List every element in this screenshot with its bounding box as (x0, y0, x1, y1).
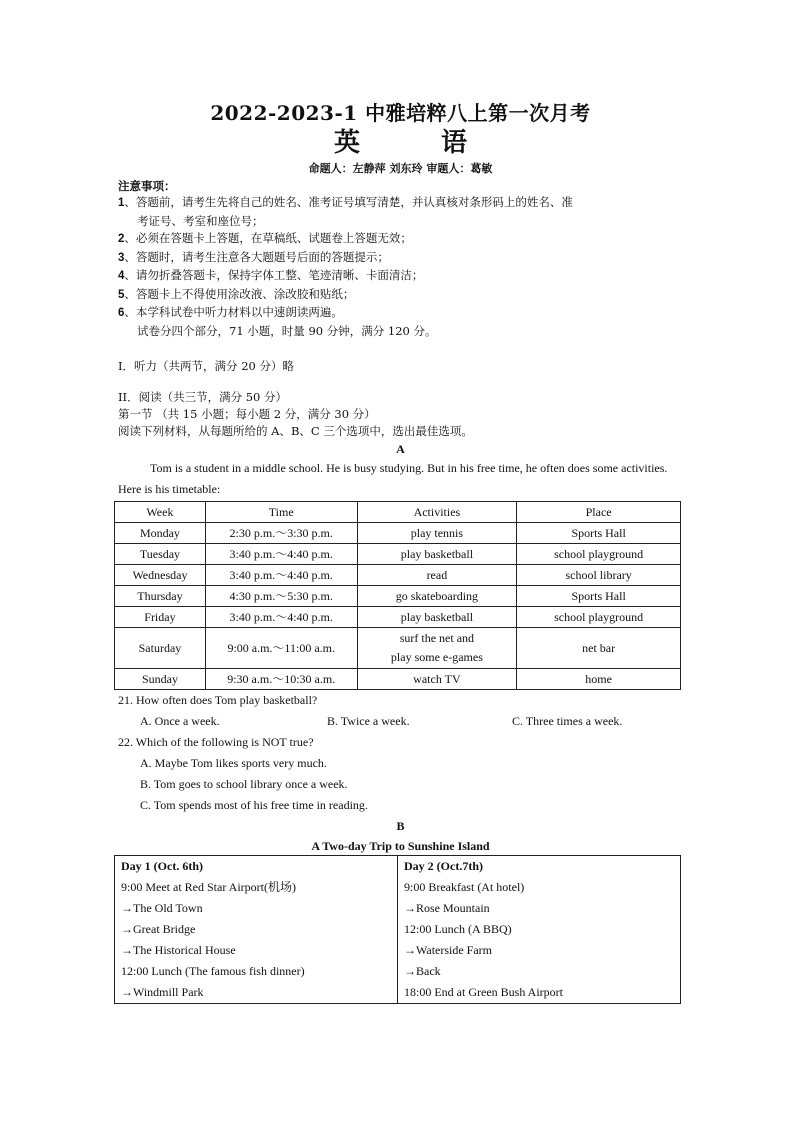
table-cell: 2:30 p.m.～3:30 p.m. (205, 523, 357, 544)
table-row (115, 565, 681, 586)
trip-row (115, 856, 681, 1004)
table-cell: Wednesday (115, 565, 206, 586)
table-cell: Sports Hall (517, 586, 681, 607)
table-cell: school playground (517, 607, 681, 628)
notice-text: 、请勿折叠答题卡，保持字体工整、笔迹清晰、卡面清洁； (124, 268, 424, 282)
table-row (115, 523, 681, 544)
itinerary-item: 9:00 Breakfast (At hotel) (404, 880, 525, 894)
table-cell: Saturday (115, 628, 206, 669)
table-row (115, 544, 681, 565)
table-cell: watch TV (357, 669, 517, 690)
table-cell: go skateboarding (357, 586, 517, 607)
timetable (114, 501, 681, 690)
table-cell: play basketball (357, 607, 517, 628)
notice-item (118, 286, 683, 305)
part2-heading: II．阅读（共三节，满分 50 分） (118, 390, 288, 404)
option-a: A. Once a week. (140, 714, 220, 728)
option-b: B. Twice a week. (327, 714, 410, 728)
notice-list (118, 194, 683, 340)
table-header-row (115, 502, 681, 523)
table-cell: Monday (115, 523, 206, 544)
day2-heading: Day 2 (Oct.7th) (404, 859, 483, 873)
notice-text: 、必须在答题卡上答题，在草稿纸、试题卷上答题无效； (124, 231, 412, 245)
part1-heading: I．听力（共两节，满分 20 分）略 (118, 359, 294, 373)
notice-num: 3 (118, 251, 125, 264)
table-cell: play tennis (357, 523, 517, 544)
table-cell: 4:30 p.m.～5:30 p.m. (205, 586, 357, 607)
day1-heading: Day 1 (Oct. 6th) (121, 859, 203, 873)
trip-table (114, 855, 681, 1004)
table-cell: play basketball (357, 544, 517, 565)
itinerary-item: →Back (404, 964, 441, 978)
table-cell: 9:30 a.m.～10:30 a.m. (205, 669, 357, 690)
notice-item-continued: 试卷分四个部分，71 小题，时量 90 分钟，满分 120 分。 (137, 323, 437, 338)
table-header: Week (115, 502, 206, 523)
notice-num: 5 (118, 288, 125, 301)
notice-item (118, 230, 683, 249)
table-cell: school playground (517, 544, 681, 565)
table-row (115, 607, 681, 628)
passage-a-text: Tom is a student in a middle school. He is busy studying. But in his free time, he often does some activities. Here is his timetable: (118, 461, 668, 496)
table-header: Activities (357, 502, 517, 523)
passage-b-title: A Two-day Trip to Sunshine Island (311, 839, 490, 853)
table-cell: home (517, 669, 681, 690)
itinerary-item: 12:00 Lunch (A BBQ) (404, 922, 512, 936)
authors-line: 命题人：左静萍 刘东玲 审题人：葛敏 (308, 162, 493, 175)
option-c: C. Tom spends most of his free time in reading. (140, 798, 368, 812)
notice-title: 注意事项： (118, 179, 176, 193)
notice-text: 、答题前，请考生先将自己的姓名、准考证号填写清楚，并认真核对条形码上的姓名、准 (124, 195, 573, 209)
table-cell: 3:40 p.m.～4:40 p.m. (205, 565, 357, 586)
exam-page (118, 100, 683, 1004)
table-row (115, 628, 681, 669)
option-c: C. Three times a week. (512, 714, 623, 728)
notice-text: 、答题时，请考生注意各大题题号后面的答题提示； (124, 249, 389, 264)
activity-line: play some e-games (390, 650, 483, 664)
activity-line: surf the net and (399, 631, 475, 645)
table-cell: 3:40 p.m.～4:40 p.m. (205, 607, 357, 628)
question-options (118, 711, 683, 732)
notice-num: 1 (118, 197, 125, 209)
reading-instruction: 阅读下列材料，从每题所给的 A、B、C 三个选项中，选出最佳选项。 (118, 424, 473, 438)
day2-cell (398, 856, 681, 1004)
notice-item (118, 267, 683, 286)
question-stem: 22. Which of the following is NOT true? (118, 735, 314, 749)
itinerary-item: →Waterside Farm (404, 943, 493, 957)
table-cell: Tuesday (115, 544, 206, 565)
itinerary-item: 12:00 Lunch (The famous fish dinner) (121, 964, 305, 978)
table-cell: 3:40 p.m.～4:40 p.m. (205, 544, 357, 565)
option-b: B. Tom goes to school library once a week. (140, 777, 348, 791)
notice-item-continued: 考证号、考室和座位号； (137, 213, 264, 228)
subject-title: 英 语 (333, 128, 504, 158)
section-heading: 第一节 （共 15 小题；每小题 2 分，满分 30 分） (118, 407, 376, 421)
notice-num: 4 (118, 270, 125, 282)
question-stem: 21. How often does Tom play basketball? (118, 693, 318, 707)
table-header: Place (517, 502, 681, 523)
notice-text: 、本学科试卷中听力材料以中速朗读两遍。 (124, 305, 343, 319)
table-header: Time (205, 502, 357, 523)
itinerary-item: →Great Bridge (121, 922, 196, 936)
table-row (115, 586, 681, 607)
passage-b-label: B (396, 819, 405, 833)
table-cell: Sports Hall (517, 523, 681, 544)
exam-title: 2022-2023-1 中雅培粹八上第一次月考 (210, 101, 591, 125)
notice-item (118, 304, 683, 323)
table-cell (357, 628, 517, 669)
itinerary-item: →Rose Mountain (404, 901, 490, 915)
notice-item (118, 249, 683, 268)
table-cell: 9:00 a.m.～11:00 a.m. (205, 628, 357, 669)
itinerary-item: →Windmill Park (121, 985, 204, 999)
table-cell: school library (517, 565, 681, 586)
passage-a-label: A (396, 442, 405, 456)
itinerary-item: →The Old Town (121, 901, 203, 915)
itinerary-item: →The Historical House (121, 943, 236, 957)
table-cell: Thursday (115, 586, 206, 607)
table-cell: net bar (517, 628, 681, 669)
table-cell: Sunday (115, 669, 206, 690)
itinerary-item: 9:00 Meet at Red Star Airport(机场) (121, 880, 296, 894)
notice-num: 6 (118, 307, 125, 319)
notice-num: 2 (118, 233, 125, 245)
table-row (115, 669, 681, 690)
option-a: A. Maybe Tom likes sports very much. (140, 756, 327, 770)
table-cell: read (357, 565, 517, 586)
itinerary-item: 18:00 End at Green Bush Airport (404, 985, 563, 999)
day1-cell (115, 856, 398, 1004)
notice-item (118, 194, 683, 213)
table-cell: Friday (115, 607, 206, 628)
notice-text: 、答题卡上不得使用涂改液、涂改胶和贴纸； (124, 286, 355, 301)
